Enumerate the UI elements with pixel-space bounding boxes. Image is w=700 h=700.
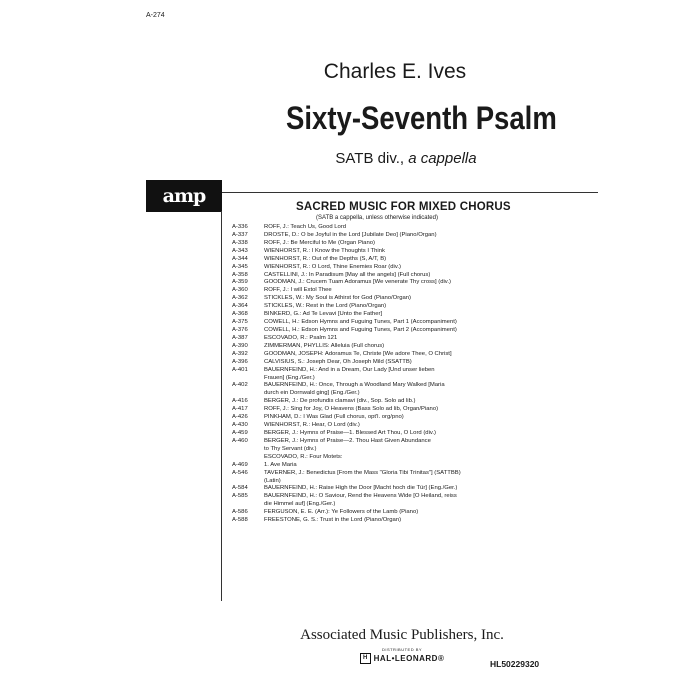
list-item [232,232,532,240]
list-item [232,359,532,367]
list-item [232,256,532,264]
entry-description: WIENHORST, R.: Hear, O Lord (div.) [264,422,360,429]
list-item [232,478,532,486]
list-item [232,272,532,280]
catalog-code: A-336 [232,224,248,230]
entry-description: COWELL, H.: Edson Hymns and Fuguing Tunes, Part 1 (Accompaniment) [264,319,457,326]
voicing-subtitle [300,150,512,167]
list-item [232,414,532,422]
entry-description: CALVISIUS, S.: Joseph Dear, Oh Joseph Mild (SSATTB) [264,358,412,365]
list-item [232,493,532,501]
list-item [232,264,532,272]
entry-description: BERGER, J.: Hymns of Praise—1. Blessed Art Thou, O Lord (div.) [264,429,436,436]
entry-description: CASTELLINI, J.: In Paradisum [May all the angels] (Full chorus) [264,271,431,278]
entry-description: ZIMMERMAN, PHYLLIS: Alleluia (Full chorus) [264,342,385,349]
catalog-number: A-274 [146,12,165,19]
list-item [232,509,532,517]
list-item [232,470,532,478]
catalog-code: A-585 [232,493,248,500]
list-item [232,311,532,319]
list-item [232,319,532,327]
entry-description: BAUERNFEIND, H.: And in a Dream, Our Lady [Und unser lieben [264,366,435,373]
voicing-italic: a cappella [408,150,477,167]
catalog-code: A-417 [232,406,248,413]
entry-description: TAVERNER, J.: Benedictus [From the Mass "Gloria Tibi Trinitas"] (SATTBB) [264,469,461,476]
list-item [232,375,532,383]
entry-description: FERGUSON, E. E. (Arr.): Ye Followers of the Lamb (Piano) [264,509,419,516]
entry-description: BERGER, J.: Hymns of Praise—2. Thou Hast Given Abundance [264,437,431,444]
catalog-code: A-364 [232,303,248,310]
list-item [232,390,532,398]
catalog-code: A-546 [232,469,248,476]
distributed-by: DISTRIBUTED BY [381,647,423,652]
catalog-code: A-368 [232,311,248,318]
list-item [232,343,532,351]
catalog-code: A-344 [232,255,248,262]
catalog-code: A-387 [232,334,248,341]
catalog-code: A-430 [232,422,248,429]
entry-description: (Latin) [264,477,281,484]
entry-description: GOODMAN, J.: Crucem Tuam Adoramus [We venerate Thy cross] (div.) [264,279,451,286]
catalog-code: A-358 [232,271,248,278]
catalog-code: A-360 [232,287,248,294]
entry-description: PINKHAM, D.: I Was Glad (Full chorus, opt'l. org/pno) [264,414,404,421]
publisher-name: Associated Music Publishers, Inc. [300,627,504,643]
catalog-code: A-375 [232,319,248,326]
entry-description: WIENHORST, R.: Out of the Depths (S, A/T, B) [264,255,387,262]
entry-description: durch ein Dornwald ging] (Eng./Ger.) [264,390,360,397]
catalog-code: A-459 [232,429,248,436]
entry-description: BINKERD, G.: Ad Te Levavi [Unto the Father] [264,311,383,318]
list-item [232,287,532,295]
hal-leonard-text: HAL•LEONARD® [373,653,445,663]
catalog-code: A-584 [232,485,248,492]
list-item [232,279,532,287]
catalog-code [232,390,264,398]
catalog-code: A-343 [232,247,248,254]
catalog-code [232,454,264,462]
list-item [232,248,532,256]
list-heading: SACRED MUSIC FOR MIXED CHORUS [296,201,511,213]
list-item [232,406,532,414]
list-item [232,303,532,311]
list-item [232,398,532,406]
entry-description: BAUERNFEIND, H.: Once, Through a Woodland Mary Walked [Maria [264,382,445,389]
catalog-code: A-460 [232,437,248,444]
entry-description: Frauen] (Eng./Ger.) [264,374,315,381]
entry-description: STICKLES, W.: Rest in the Lord (Piano/Organ) [264,303,387,310]
entry-description: die Himmel auf] (Eng./Ger.) [264,501,336,508]
catalog-code: A-396 [232,358,248,365]
entry-description: BAUERNFEIND, H.: O Saviour, Rend the Heavens Wide [O Heiland, reiss [264,493,457,500]
list-item [232,367,532,375]
entry-description: GOODMAN, JOSEPH: Adoramus Te, Christe [We adore Thee, O Christ] [264,350,452,357]
catalog-code: A-586 [232,509,248,516]
list-item [232,382,532,390]
entry-description: COWELL, H.: Edson Hymns and Fuguing Tunes, Part 2 (Accompaniment) [264,326,457,333]
catalog-code: A-390 [232,342,248,349]
entry-description: STICKLES, W.: My Soul is Athirst for God (Piano/Organ) [264,295,411,302]
catalog-code [232,375,264,383]
catalog-code: A-338 [232,239,248,246]
entry-description: 1. Ave Maria [264,461,297,468]
catalog-code: A-392 [232,350,248,357]
catalog-code: A-345 [232,263,248,270]
entry-description: BERGER, J.: De profundis clamavi (div., Sop. Solo ad lib.) [264,398,416,405]
list-item [232,517,532,525]
list-item [232,501,532,509]
catalog-code [232,501,264,509]
catalog-code: A-401 [232,366,248,373]
hal-leonard-logo [352,652,452,664]
entry-description: BAUERNFEIND, H.: Raise High the Door [Macht hoch die Tür] (Eng./Ger.) [264,485,458,492]
catalog-code: A-469 [232,461,248,468]
entry-description: ESCOVADO, R.: Psalm 121 [264,334,338,341]
list-item [232,295,532,303]
entry-description: DROSTE, D.: O be Joyful in the Lord [Jubilate Deo] (Piano/Organ) [264,231,437,238]
vertical-rule [221,211,222,601]
catalog-code: A-416 [232,398,248,405]
composer-name: Charles E. Ives [323,60,467,83]
voicing-text: SATB div., [335,150,409,167]
list-item [232,446,532,454]
catalog-code: A-588 [232,517,248,524]
entry-description: to Thy Servant (div.) [264,445,317,452]
catalog-list [232,224,532,525]
catalog-code: A-362 [232,295,248,302]
amp-logo-text: amp [162,185,206,207]
amp-logo [146,180,222,212]
catalog-code: A-376 [232,326,248,333]
entry-description: ROFF, J.: I will Extol Thee [264,287,332,294]
catalog-code: A-337 [232,231,248,238]
entry-description: ROFF, J.: Sing for Joy, O Heavens (Bass Solo ad lib, Organ/Piano) [264,406,439,413]
list-item [232,327,532,335]
entry-description: ESCOVADO, R.: Four Motets: [264,453,343,460]
list-item [232,438,532,446]
list-item [232,454,532,462]
list-item [232,224,532,232]
list-item [232,462,532,470]
work-title: Sixty-Seventh Psalm [286,100,557,136]
list-item [232,485,532,493]
entry-description: ROFF, J.: Teach Us, Good Lord [264,224,347,230]
catalog-code: A-359 [232,279,248,286]
list-note: (SATB a cappella, unless otherwise indicated) [316,215,438,221]
list-item [232,422,532,430]
entry-description: WIENHORST, R.: O Lord, Thine Enemies Roar (div.) [264,263,401,270]
catalog-code: A-402 [232,382,248,389]
horizontal-rule [222,192,598,193]
catalog-code [232,446,264,454]
list-item [232,335,532,343]
list-item [232,430,532,438]
list-item [232,351,532,359]
product-code: HL50229320 [490,659,540,669]
entry-description: ROFF, J.: Be Merciful to Me (Organ Piano) [264,239,375,246]
entry-description: FREESTONE, G. S.: Trust in the Lord (Piano/Organ) [264,517,402,524]
entry-description: WIENHORST, R.: I Know the Thoughts I Think [264,247,385,254]
catalog-code [232,478,264,486]
catalog-code: A-426 [232,414,248,421]
list-item [232,240,532,248]
hal-leonard-mark-icon: H [360,653,371,664]
